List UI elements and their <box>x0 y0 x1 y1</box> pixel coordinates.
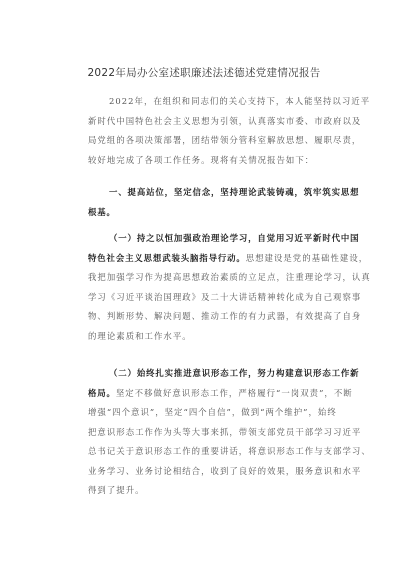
body-text: 坚定不移做好意识形态工作，严格履行“一岗双责”，不断 <box>115 387 353 398</box>
body-line: 学习《习近平谈治国理政》及二十大讲话精神转化成为自己观察事 <box>88 291 362 302</box>
body-line: 业务学习、业务讨论相结合，收到了良好的效果，服务意识和水平 <box>88 465 362 476</box>
subsection-2-paragraph <box>88 364 371 501</box>
subsection-lead-line: （二）始终扎实推进意识形态工作，努力构建意识形态工作新 <box>109 368 360 378</box>
intro-paragraph <box>88 92 371 170</box>
heading-line: 一、提高站位，坚定信念，坚持理论武装铸魂，筑牢筑实思想 <box>109 187 360 197</box>
body-line: 增强“四个意识”，坚定“四个自信”，做到“两个维护”，始终 <box>88 407 337 417</box>
intro-line: 2022年，在组织和同志们的关心支持下，本人能坚持以习近平 <box>109 96 371 106</box>
body-line: 的理论素质和工作水平。 <box>88 330 192 341</box>
subsection-1-paragraph <box>88 229 371 346</box>
body-line: 把意识形态工作作为头等大事来抓，带领支部党员干部学习习近平 <box>88 426 362 437</box>
body-line: 得到了提升。 <box>88 485 145 495</box>
mixed-line <box>88 384 353 404</box>
subsection-lead-line: 特色社会主义思想武装头脑指导行动。 <box>88 252 246 263</box>
intro-line: 局党组的各项决策部署，团结带领分管科室解放思想、履职尽责， <box>88 135 362 145</box>
document-title: 2022年局办公室述职廉述法述德述党建情况报告 <box>87 67 321 79</box>
subsection-lead-line: （一）持之以恒加强政治理论学习，自觉用习近平新时代中国 <box>109 233 360 243</box>
section-heading-1 <box>88 183 360 222</box>
body-line: 物、判断形势、解决问题、推动工作的有力武器，有效提高了自身 <box>88 311 362 321</box>
body-line: 总书记关于意识形态工作的重要讲话，将意识形态工作与支部学习、 <box>88 446 371 456</box>
heading-line: 根基。 <box>88 206 116 217</box>
body-text: 思想建设是党的基础性建设， <box>245 252 369 263</box>
subsection-lead-line: 格局。 <box>88 387 116 398</box>
intro-line: 新时代中国特色社会主义思想为引领，认真落实市委、市政府以及 <box>88 115 362 126</box>
body-line: 我把加强学习作为提高思想政治素质的立足点，注重理论学习，认真 <box>88 272 371 282</box>
intro-line: 较好地完成了各项工作任务。现将有关情况报告如下： <box>88 154 315 165</box>
mixed-line <box>88 249 369 269</box>
